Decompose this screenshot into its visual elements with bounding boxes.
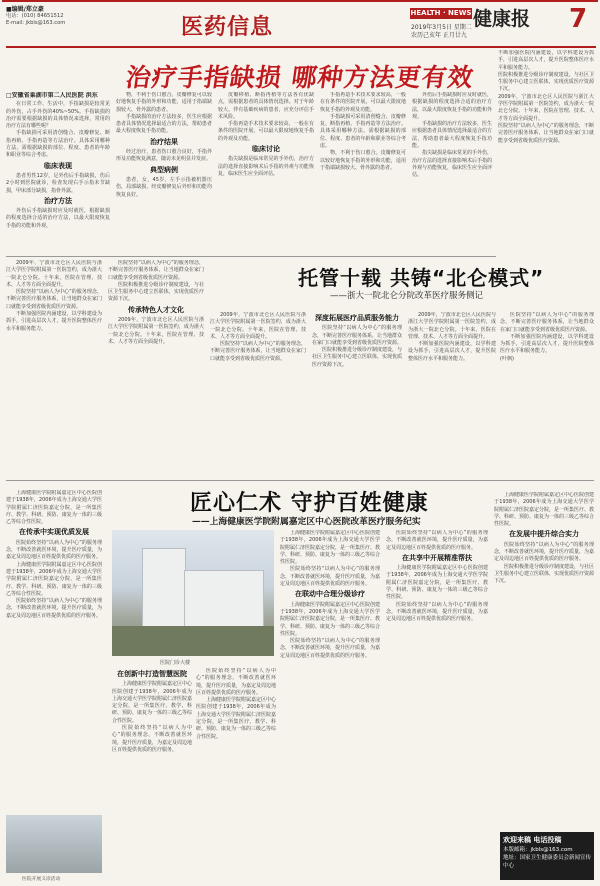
article1-para: 手指缺损的治疗方法较多，医生应根据患者具体情况选择最适合的方法，帮助患者最大程度恢复手指功能。 [116, 113, 212, 135]
article1-para: 手指缺损可采用清创缝合、皮瓣修复、断指再植、手指再造等方法治疗。具体采用哪种方法，需根据缺损的部位、程度、患者的年龄和职业等综合考虑。 [6, 130, 110, 159]
side-para: 医院坚持“以病人为中心”的服务理念，不断完善医疗服务体系，让当地群众在家门口就能享受到省级优质医疗资源。 [498, 122, 594, 144]
editor-name: ■编辑/郑立豪 [6, 6, 44, 13]
article1-column1 [6, 92, 110, 252]
article1-para: 外伤后手指缺损时应及时就医，根据缺损的程度选择合适的治疗方法，以最大限度恢复手指的功能和外观。 [6, 208, 110, 229]
article2-para: 医院坚持“以病人为中心”的服务理念，不断完善医疗服务体系，让当地群众在家门口就能享受到省级优质医疗资源。 [6, 289, 102, 310]
article3-column [196, 668, 276, 878]
footer-title: 欢迎来稿 电话投稿 [503, 836, 562, 844]
article1-para: 手指缺损的治疗方法较多，医生应根据患者具体情况选择最适合的方法，帮助患者最大程度恢复手指功能。 [412, 121, 492, 150]
article3-para: 上海健康医学院附属嘉定区中心医院创建于1938年，2006年成为上海交通大学医学院附属仁济医院嘉定分院，是一所集医疗、教学、科研、预防、康复为一体的三级乙等综合性医院。 [494, 492, 594, 528]
article1-column4 [320, 92, 406, 252]
article2-subhead: 传承特色人才文化 [128, 305, 184, 314]
bottom-subheadline: ——上海健康医学院附属嘉定区中心医院改革医疗服务纪实 [192, 517, 421, 527]
article2-column [408, 312, 496, 477]
masthead [6, 4, 596, 48]
editor-email: E-mail: jkbls@163.com [6, 20, 66, 26]
article3-para: 医院始终坚持“以病人为中心”的服务理念，不断改善就医环境，提升医疗质量，为嘉定及周边地区百姓提供优质的医疗服务。 [280, 566, 380, 588]
article2-para: 2009年，宁波市北仑区人民医院与浙江大学医学院附属第一医院签约，成为浙大一院北仑分院。十年来，医院在管理、技术、人才等方面全面提升。 [6, 260, 102, 288]
article3-para: 医院积极推进分级诊疗制度建设，与社区卫生服务中心建立医联体，实现优质医疗资源下沉。 [494, 563, 594, 585]
article2-para: 不断加强医院内涵建设，以学科建设为抓手，引进高层次人才，提升医院整体医疗水平和服务能力。 [6, 311, 102, 332]
divider [6, 480, 594, 481]
article3-para: 上海健康医学院附属嘉定区中心医院创建于1938年，2006年成为上海交通大学医学院附属仁济医院嘉定分院，是一所集医疗、教学、科研、预防、康复为一体的三级乙等综合性医院。 [280, 530, 380, 566]
article3-para: 医院始终坚持“以病人为中心”的服务理念，不断改善就医环境，提升医疗质量，为嘉定及周边地区百姓提供优质的医疗服务。 [112, 725, 192, 753]
article3-subhead: 在传承中实现优质发展 [19, 528, 89, 537]
editor-info [6, 6, 136, 27]
top-headline: 治疗手指缺损 哪种方法更有效 [123, 63, 476, 92]
article1-subhead: 临床讨论 [252, 145, 280, 154]
article1-para: 手指缺损可采用清创缝合、皮瓣修复、断指再植、手指再造等方法治疗。具体采用哪种方法，需根据缺损的部位、程度、患者的年龄和职业等综合考虑。 [320, 113, 406, 150]
ground [112, 626, 274, 656]
divider [6, 256, 496, 257]
article3-column-left [6, 490, 102, 810]
article2-para: 不断加强医院内涵建设，以学科建设为抓手，引进高层次人才，提升医院整体医疗水平和服务能力。 [408, 341, 496, 362]
article2-para: 医院坚持“以病人为中心”的服务理念，不断完善医疗服务体系，让当地群众在家门口就能享受到省级优质医疗资源。 [108, 260, 204, 281]
article1-para: 患者，女，45岁，左手示指被机器压伤，局部缺损，经皮瓣修复后外形和功能均恢复良好。 [116, 176, 212, 198]
top-accent-line [2, 0, 598, 2]
article1-para: 物，不利于伤口愈合。皮瓣修复可以较好地恢复手指的外形和功能，适用于指端缺损较大、骨外露的患者。 [320, 150, 406, 171]
article2-para: 2009年，宁波市北仑区人民医院与浙江大学医学院附属第一医院签约，成为浙大一院北仑分院。十年来，医院在管理、技术、人才等方面全面提升。 [108, 317, 204, 345]
article2-para: 医院坚持“以病人为中心”的服务理念，不断完善医疗服务体系，让当地群众在家门口就能享受到省级优质医疗资源。 [312, 325, 402, 346]
article3-para: 上海健康医学院附属嘉定区中心医院创建于1938年，2006年成为上海交通大学医学院附属仁济医院嘉定分院，是一所集医疗、教学、科研、预防、康复为一体的三级乙等综合性医院。 [6, 561, 102, 597]
article1-para: 经过治疗，患者伤口愈合良好，手指外形及功能恢复满意，随访未见明显并发症。 [116, 149, 212, 163]
article1-para: 手指再造手术技术要求较高，一般在有条件的医院开展，可以最大限度地恢复手指的外观及功能。 [218, 121, 314, 142]
article2-para: 医院积极推进分级诊疗制度建设，与社区卫生服务中心建立医联体，实现优质医疗资源下沉。 [108, 281, 204, 303]
bottom-photo [6, 815, 102, 873]
building-wing [184, 570, 264, 628]
article1-subhead: 治疗结果 [150, 137, 178, 146]
article3-column-right [494, 492, 594, 827]
article1-subhead: 治疗方法 [44, 196, 72, 205]
paper-name: 健康报 [473, 8, 531, 30]
article3-subhead: 在创新中打造智慧医院 [117, 670, 187, 678]
article3-para: 上海健康医学院附属嘉定区中心医院创建于1938年，2006年成为上海交通大学医学院附属仁济医院嘉定分院，是一所集医疗、教学、科研、预防、康复为一体的三级乙等综合性医院。 [112, 681, 192, 724]
article3-para: 上海健康医学院附属嘉定区中心医院创建于1938年，2006年成为上海交通大学医学院附属仁济医院嘉定分院，是一所集医疗、教学、科研、预防、康复为一体的三级乙等综合性医院。 [386, 565, 488, 601]
date-line [411, 24, 521, 40]
editor-phone: 电话：(010) 84651512 [6, 13, 64, 19]
article1-para: 手指再造手术技术要求较高，一般在有条件的医院开展，可以最大限度地恢复手指的外观及功能。 [320, 92, 406, 113]
article2-para: 2009年，宁波市北仑区人民医院与浙江大学医学院附属第一医院签约，成为浙大一院北仑分院。十年来，医院在管理、技术、人才等方面全面提升。 [408, 312, 496, 340]
article3-para: 医院始终坚持“以病人为中心”的服务理念，不断改善就医环境，提升医疗质量，为嘉定及周边地区百姓提供优质的医疗服务。 [386, 601, 488, 623]
article1-para: 皮瓣移植、断指再植等方法各有优缺点，需根据患者的具体情况选择。对于年龄较大、伴有基础疾病的患者，应充分评估手术风险。 [218, 92, 314, 120]
bottom-headline: 匠心仁术 守护百姓健康 [190, 491, 429, 516]
article2-para: 医院积极推进分级诊疗制度建设，与社区卫生服务中心建立医联体，实现优质医疗资源下沉。 [312, 347, 402, 368]
article1-column5 [412, 92, 492, 252]
footer-email: 本版邮箱：jkbls@163.com [503, 847, 573, 853]
side-para: 2009年，宁波市北仑区人民医院与浙江大学医学院附属第一医院签约，成为浙大一院北仑分院。十年来，医院在管理、技术、人才等方面全面提升。 [498, 93, 594, 122]
bottom-photo-caption: 医院开展义诊活动 [22, 877, 61, 882]
article1-para: 患者男性12岁，足外伤后手指缺损，伤后2小时到医院就诊，检查发现右手示指末节缺损，甲床部分缺损，指骨外露。 [6, 172, 110, 194]
article3-para: 上海健康医学院附属嘉定区中心医院创建于1938年，2006年成为上海交通大学医学院附属仁济医院嘉定分院，是一所集医疗、教学、科研、预防、康复为一体的三级乙等综合性医院。 [196, 697, 276, 740]
article3-para: 上海健康医学院附属嘉定区中心医院创建于1938年，2006年成为上海交通大学医学院附属仁济医院嘉定分院，是一所集医疗、教学、科研、预防、康复为一体的三级乙等综合性医院。 [280, 601, 380, 637]
photo-caption: 医院门诊大楼 [160, 660, 191, 666]
article2-subhead: 深度拓展医疗品质服务能力 [315, 314, 399, 322]
article2-signature: (叶枫) [500, 355, 514, 362]
article3-para: 医院始终坚持“以病人为中心”的服务理念，不断改善就医环境，提升医疗质量，为嘉定及周边地区百姓提供优质的医疗服务。 [494, 541, 594, 563]
article3-subhead: 在联动中合理分级诊疗 [295, 590, 365, 599]
article2-para: 2009年，宁波市北仑区人民医院与浙江大学医学院附属第一医院签约，成为浙大一院北仑分院。十年来，医院在管理、技术、人才等方面全面提升。 [210, 312, 306, 340]
article3-column [112, 668, 192, 878]
side-para: 不断加强医院内涵建设，以学科建设为抓手，引进高层次人才，提升医院整体医疗水平和服务能力。 [498, 50, 594, 71]
article2-column [108, 260, 204, 475]
article1-subhead: 典型病例 [150, 165, 178, 174]
date-text: 2019年3月5日 星期二 [411, 24, 472, 31]
article1-para: 指尖缺损是临床常见的手外伤，治疗方法的选择直接影响术后手指的外观与功能恢复，临床医生应全面评估。 [218, 156, 314, 177]
article3-column [386, 530, 488, 878]
article2-para: 不断加强医院内涵建设，以学科建设为抓手，引进高层次人才，提升医院整体医疗水平和服务能力。 [500, 333, 594, 355]
article1-para: 指尖缺损是临床常见的手外伤，治疗方法的选择直接影响术后手指的外观与功能恢复，临床医生应全面评估。 [412, 150, 492, 179]
article1-byline: □安徽省巢湖市第二人民医院 洪东 [6, 92, 98, 99]
article2-column [210, 312, 306, 477]
article2-para: 医院坚持“以病人为中心”的服务理念，不断完善医疗服务体系，让当地群众在家门口就能享受到省级优质医疗资源。 [500, 312, 594, 333]
middle-subheadline: ——浙大一院北仑分院改革医疗服务侧记 [330, 291, 484, 301]
article3-para: 医院始终坚持“以病人为中心”的服务理念，不断改善就医环境，提升医疗质量，为嘉定及周边地区百姓提供优质的医疗服务。 [196, 668, 276, 696]
article1-column2 [116, 92, 212, 252]
article2-para: 医院坚持“以病人为中心”的服务理念，不断完善医疗服务体系，让当地群众在家门口就能享受到省级优质医疗资源。 [210, 341, 306, 362]
article1-para: 在日常工作、生活中，手指缺损是较常见的外伤，占手外伤的40%~50%。手指缺损的治疗需要根据缺损的具体情况来选择，常用的治疗方法有哪些呢？ [6, 101, 110, 130]
section-english-tag: HEALTH · NEWS [410, 9, 472, 17]
article3-para: 医院始终坚持“以病人为中心”的服务理念，不断改善就医环境，提升医疗质量，为嘉定及周边地区百姓提供优质的医疗服务。 [386, 530, 488, 551]
lunar-date-text: 农历己亥年 正月廿九 [411, 32, 467, 39]
page-number: 7 [569, 4, 588, 34]
building-tower [142, 548, 186, 628]
side-para: 医院积极推进分级诊疗制度建设，与社区卫生服务中心建立医联体，实现优质医疗资源下沉。 [498, 71, 594, 93]
article2-column-left [6, 260, 102, 475]
article3-column [280, 530, 380, 878]
article3-para: 医院始终坚持“以病人为中心”的服务理念，不断改善就医环境，提升医疗质量，为嘉定及周边地区百姓提供优质的医疗服务。 [280, 638, 380, 659]
hospital-building-photo [112, 530, 274, 656]
article3-para: 上海健康医学院附属嘉定区中心医院创建于1938年，2006年成为上海交通大学医学院附属仁济医院嘉定分院，是一所集医疗、教学、科研、预防、康复为一体的三级乙等综合性医院。 [6, 490, 102, 526]
article3-para: 医院始终坚持“以病人为中心”的服务理念，不断改善就医环境，提升医疗质量，为嘉定及周边地区百姓提供优质的医疗服务。 [6, 539, 102, 561]
article1-para: 外伤后手指缺损时应及时就医，根据缺损的程度选择合适的治疗方法，以最大限度恢复手指的功能和外观。 [412, 92, 492, 120]
article2-column [500, 312, 594, 477]
footer-address: 地址：国家卫生健康委员会新闻宣传中心 [503, 855, 592, 869]
article1-subhead: 临床表现 [44, 161, 72, 170]
article1-column3 [218, 92, 314, 252]
article3-para: 医院始终坚持“以病人为中心”的服务理念，不断改善就医环境，提升医疗质量，为嘉定及周边地区百姓提供优质的医疗服务。 [6, 598, 102, 619]
article1-para: 物，不利于伤口愈合。皮瓣修复可以较好地恢复手指的外形和功能，适用于指端缺损较大、骨外露的患者。 [116, 92, 212, 113]
article3-subhead: 在共享中开展精准帮扶 [402, 553, 472, 562]
footer-box [500, 832, 594, 880]
section-title: 医药信息 [181, 14, 274, 40]
article2-column [312, 312, 402, 477]
middle-headline: 托管十载 共铸“北仑模式” [298, 266, 545, 290]
article3-subhead: 在发展中提升综合实力 [509, 530, 579, 539]
